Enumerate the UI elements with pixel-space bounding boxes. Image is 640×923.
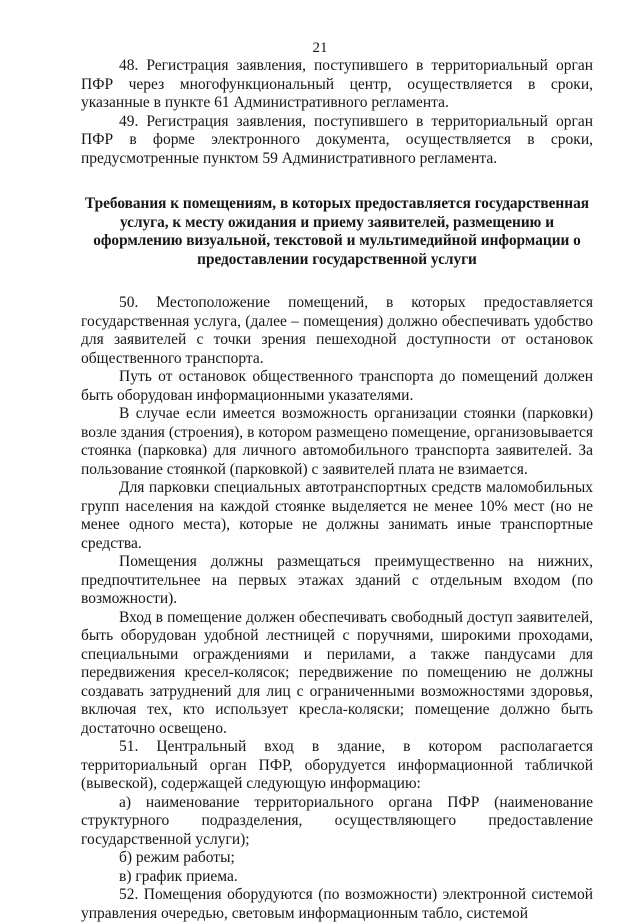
list-item-v: в) график приема. bbox=[119, 867, 238, 885]
paragraph-entrance-access: Вход в помещение должен обеспечивать свободный доступ заявителей, быть оборудован удобной лестницей с поручнями, широкими проходами, специальными ограждениями и перилами, а также пандусами для передвижения кресел-колясок; передвижение по помещению не должны создавать затруднений для лиц с ограниченными возможностями здоровья, включая тех, кто использует кресла-коляски; помещение должно быть достаточно освещено. bbox=[81, 608, 593, 737]
list-item-b: б) режим работы; bbox=[119, 849, 235, 866]
document-body bbox=[81, 57, 593, 923]
paragraph-floor-placement: Помещения должны размещаться преимущественно на нижних, предпочтительнее на первых этажах зданий с отдельным входом (по возможности). bbox=[81, 553, 593, 607]
paragraph-disabled-parking: Для парковки специальных автотранспортных средств маломобильных групп населения на каждой стоянке выделяется не менее 10% мест (но не менее одного места), которые не должны занимать иные транспортные средства. bbox=[81, 479, 593, 552]
section-heading: Требования к помещениям, в которых предоставляется государственная услуга, к месту ожидания и приему заявителей, размещению и оформлению визуальной, текстовой и мультимедийной информации о предоставлении государственной услуги bbox=[84, 195, 589, 268]
paragraph-51: 51. Центральный вход в здание, в котором располагается территориальный орган ПФР, оборудуется информационной табличкой (вывеской), содержащей следующую информацию: bbox=[81, 738, 593, 792]
paragraph-parking: В случае если имеется возможность организации стоянки (парковки) возле здания (строения), в котором размещено помещение, организовывается стоянка (парковка) для личного автомобильного транспорта заявителей. За пользование стоянкой (парковкой) с заявителей плата не взимается. bbox=[81, 405, 593, 478]
paragraph-50: 50. Местоположение помещений, в которых предоставляется государственная услуга, (далее – помещения) должно обеспечивать удобство для заявителей с точки зрения пешеходной доступности от остановок общественного транспорта. bbox=[81, 294, 593, 367]
paragraph-transport-path: Путь от остановок общественного транспорта до помещений должен быть оборудован информационными указателями. bbox=[81, 368, 593, 404]
paragraph-52: 52. Помещения оборудуются (по возможности) электронной системой управления очередью, световым информационным табло, системой bbox=[81, 886, 593, 922]
list-item-a: а) наименование территориального органа ПФР (наименование структурного подразделения, осуществляющего предоставление государственной услуги); bbox=[81, 793, 593, 848]
paragraph-48: 48. Регистрация заявления, поступившего в территориальный орган ПФР через многофункциональный центр, осуществляется в сроки, указанные в пункте 61 Административного регламента. bbox=[81, 57, 593, 111]
paragraph-49: 49. Регистрация заявления, поступившего в территориальный орган ПФР в форме электронного документа, осуществляется в сроки, предусмотренные пунктом 59 Административного регламента. bbox=[81, 112, 593, 167]
page-number: 21 bbox=[312, 40, 328, 56]
